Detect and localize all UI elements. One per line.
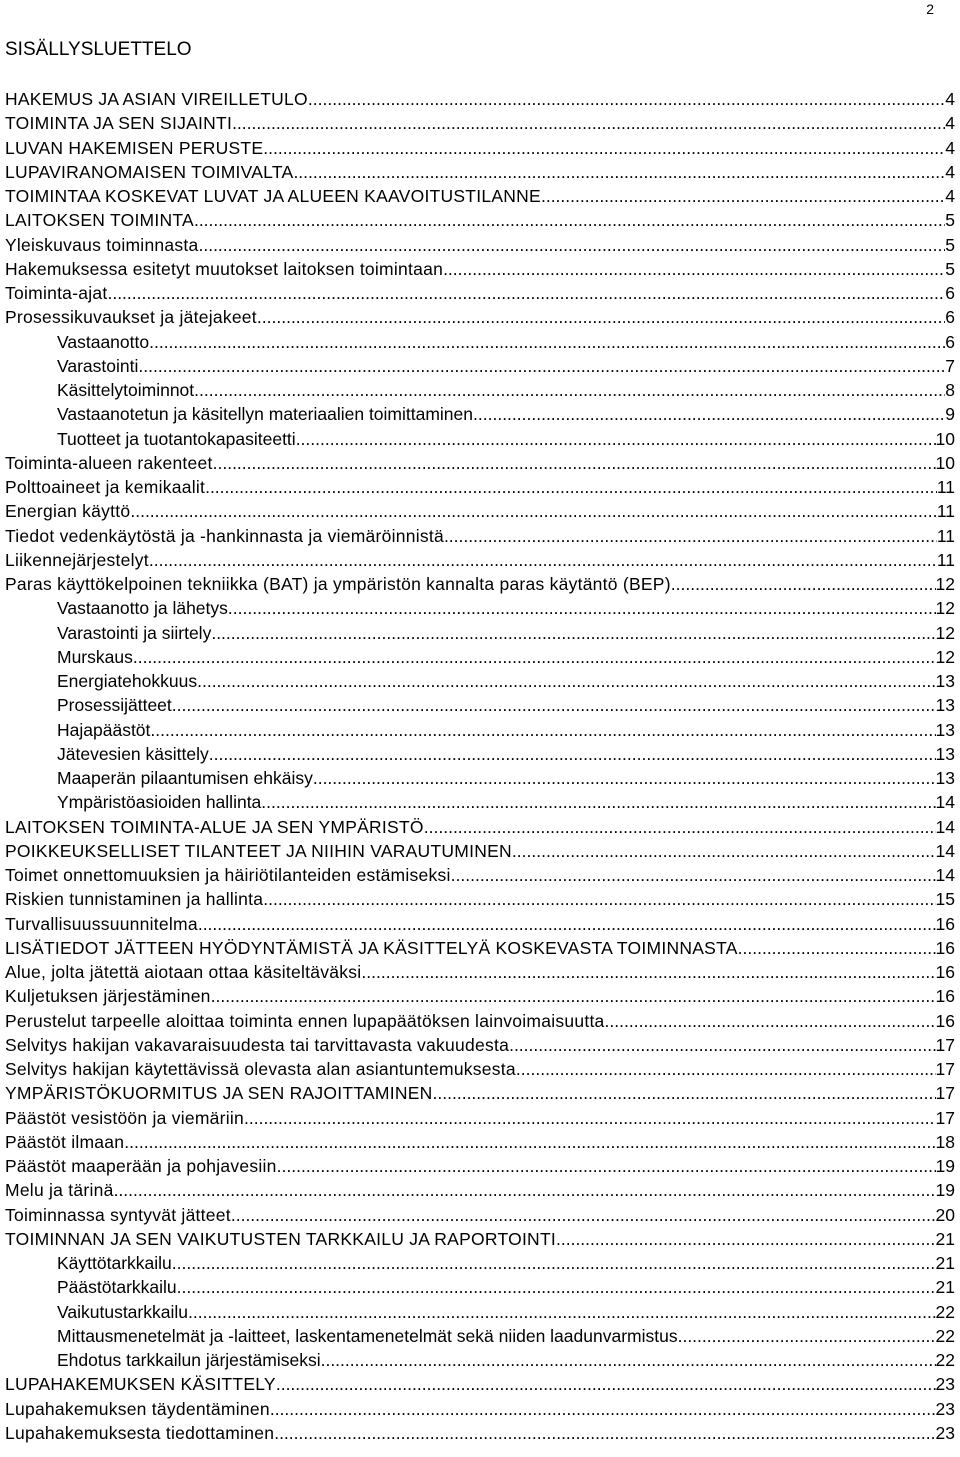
- toc-entry[interactable]: [5, 184, 955, 208]
- toc-leader-dots: [107, 281, 945, 305]
- toc-entry[interactable]: [5, 111, 955, 135]
- toc-entry[interactable]: [5, 1421, 955, 1445]
- toc-leader-dots: [451, 863, 936, 887]
- toc-leader-dots: [605, 1009, 936, 1033]
- toc-entry-label[interactable]: Vastaanotto ja lähetys: [57, 598, 228, 619]
- toc-entry-label[interactable]: Vaikutustarkkailu: [57, 1301, 188, 1322]
- toc-entry-page[interactable]: 23: [935, 1422, 955, 1443]
- toc-entry-page[interactable]: 22: [935, 1301, 955, 1322]
- toc-leader-dots: [274, 1421, 935, 1445]
- toc-entry-page[interactable]: 19: [935, 1156, 955, 1176]
- toc-leader-dots: [671, 572, 936, 596]
- toc-entry-page[interactable]: 16: [935, 986, 955, 1007]
- toc-entry[interactable]: [5, 1203, 955, 1227]
- toc-entry[interactable]: [5, 1324, 955, 1348]
- toc-entry-page[interactable]: 16: [935, 962, 955, 982]
- toc-entry-label[interactable]: TOIMINTAA KOSKEVAT LUVAT JA ALUEEN KAAVOITUSTILANNE: [5, 186, 541, 206]
- toc-leader-dots: [541, 184, 945, 208]
- toc-entry[interactable]: [5, 1009, 955, 1033]
- toc-entry-label[interactable]: LUPAVIRANOMAISEN TOIMIVALTA: [5, 161, 294, 182]
- toc-entry-label[interactable]: TOIMINNAN JA SEN VAIKUTUSTEN TARKKAILU JA RAPORTOINTI: [5, 1228, 556, 1249]
- toc-entry-page[interactable]: 22: [935, 1350, 955, 1370]
- toc-leader-dots: [197, 669, 935, 693]
- toc-leader-dots: [231, 1203, 936, 1227]
- toc-entry[interactable]: [5, 596, 955, 620]
- toc-entry-label[interactable]: Hajapäästöt: [57, 719, 151, 740]
- toc-entry-label[interactable]: Päästöt maaperään ja pohjavesiin: [5, 1156, 277, 1176]
- toc-leader-dots: [361, 960, 935, 984]
- toc-entry[interactable]: [5, 1154, 955, 1178]
- toc-entry[interactable]: [5, 887, 955, 911]
- toc-leader-dots: [556, 1227, 936, 1251]
- toc-entry-label[interactable]: Varastointi ja siirtely: [57, 622, 212, 643]
- toc-entry-page[interactable]: 13: [935, 768, 955, 788]
- toc-entry-page[interactable]: 21: [935, 1253, 955, 1273]
- toc-entry-page[interactable]: 13: [935, 743, 955, 764]
- toc-leader-dots: [738, 936, 936, 960]
- toc-entry[interactable]: [5, 1057, 955, 1081]
- toc-entry-label[interactable]: Päästötarkkailu: [57, 1277, 177, 1298]
- toc-entry[interactable]: [5, 281, 955, 305]
- toc-entry-label[interactable]: LUVAN HAKEMISEN PERUSTE: [5, 137, 264, 158]
- toc-entry[interactable]: [5, 863, 955, 887]
- toc-entry-label[interactable]: Paras käyttökelpoinen tekniikka (BAT) ja ympäristön kannalta paras käytäntö (BEP): [5, 574, 671, 594]
- toc-entry[interactable]: [5, 621, 955, 645]
- toc-entry-label[interactable]: Maaperän pilaantumisen ehkäisy: [57, 768, 313, 788]
- toc-entry-page[interactable]: 11: [936, 525, 955, 546]
- toc-entry-page[interactable]: 14: [935, 865, 955, 885]
- toc-leader-dots: [263, 887, 935, 911]
- toc-entry-label[interactable]: Jätevesien käsittely: [57, 743, 209, 764]
- toc-leader-dots: [188, 1300, 936, 1324]
- toc-entry[interactable]: [5, 427, 955, 451]
- toc-entry-page[interactable]: 10: [935, 452, 955, 473]
- toc-entry-page[interactable]: 8: [945, 380, 955, 400]
- toc-entry-page[interactable]: 4: [945, 89, 955, 109]
- toc-entry-label[interactable]: Murskaus: [57, 646, 133, 667]
- toc-leader-dots: [293, 160, 945, 184]
- toc-entry[interactable]: [5, 87, 955, 111]
- toc-entry-label[interactable]: Tiedot vedenkäytöstä ja -hankinnasta ja viemäröinnistä: [5, 525, 444, 546]
- toc-entry[interactable]: [5, 912, 955, 936]
- table-of-contents: [5, 87, 955, 1445]
- toc-entry[interactable]: [5, 305, 955, 329]
- toc-entry-page[interactable]: 16: [935, 1010, 955, 1031]
- toc-entry-label[interactable]: YMPÄRISTÖKUORMITUS JA SEN RAJOITTAMINEN: [5, 1083, 433, 1104]
- toc-entry-page[interactable]: 13: [935, 671, 955, 691]
- toc-entry-label[interactable]: Prosessijätteet: [57, 695, 172, 716]
- toc-entry[interactable]: [5, 1178, 955, 1202]
- toc-entry-page[interactable]: 12: [935, 646, 955, 667]
- toc-leader-dots: [211, 984, 936, 1008]
- toc-entry-label[interactable]: Vastaanotto: [57, 331, 150, 352]
- toc-entry-label[interactable]: Varastointi: [57, 355, 139, 376]
- toc-entry[interactable]: [5, 208, 955, 232]
- toc-entry-label[interactable]: Toiminnassa syntyvät jätteet: [5, 1204, 231, 1225]
- toc-entry[interactable]: [5, 524, 955, 548]
- toc-entry[interactable]: [5, 1348, 955, 1372]
- toc-leader-dots: [177, 1275, 936, 1299]
- toc-entry-page[interactable]: 5: [945, 258, 955, 279]
- toc-entry-page[interactable]: 6: [945, 283, 955, 303]
- toc-entry-label[interactable]: Energian käyttö: [5, 501, 131, 522]
- toc-leader-dots: [228, 596, 936, 620]
- toc-entry-label[interactable]: Ehdotus tarkkailun järjestämiseksi: [57, 1350, 321, 1370]
- toc-entry[interactable]: [5, 499, 955, 523]
- toc-entry[interactable]: [5, 233, 955, 257]
- toc-entry-page[interactable]: 11: [936, 549, 955, 570]
- toc-entry[interactable]: [5, 451, 955, 475]
- toc-entry[interactable]: [5, 548, 955, 572]
- toc-leader-dots: [424, 815, 936, 839]
- toc-entry[interactable]: [5, 1251, 955, 1275]
- toc-leader-dots: [124, 1130, 935, 1154]
- toc-entry-page[interactable]: 17: [935, 1059, 955, 1079]
- toc-leader-dots: [516, 1057, 936, 1081]
- toc-entry-page[interactable]: 12: [935, 574, 955, 594]
- toc-leader-dots: [209, 742, 936, 766]
- toc-entry[interactable]: [5, 815, 955, 839]
- toc-entry[interactable]: [5, 645, 955, 669]
- toc-leader-dots: [276, 1372, 936, 1396]
- page-number: 2: [926, 1, 934, 17]
- toc-entry[interactable]: [5, 1033, 955, 1057]
- toc-entry-page[interactable]: 17: [935, 1107, 955, 1128]
- toc-entry-page[interactable]: 15: [935, 889, 955, 910]
- toc-entry[interactable]: [5, 839, 955, 863]
- toc-entry[interactable]: [5, 1275, 955, 1299]
- toc-entry-page[interactable]: 4: [945, 186, 955, 206]
- toc-entry-label[interactable]: LAITOKSEN TOIMINTA-ALUE JA SEN YMPÄRISTÖ: [5, 816, 424, 837]
- toc-entry-label[interactable]: LAITOKSEN TOIMINTA: [5, 210, 194, 231]
- toc-entry[interactable]: [5, 1397, 955, 1421]
- toc-entry-label[interactable]: Yleiskuvaus toiminnasta: [5, 234, 199, 255]
- toc-entry-page[interactable]: 4: [945, 161, 955, 182]
- toc-leader-dots: [433, 1081, 936, 1105]
- toc-entry[interactable]: [5, 693, 955, 717]
- toc-entry-page[interactable]: 18: [935, 1131, 955, 1152]
- toc-entry-page[interactable]: 12: [935, 622, 955, 643]
- toc-leader-dots: [263, 136, 945, 160]
- toc-entry-label[interactable]: Alue, jolta jätettä aiotaan ottaa käsiteltäväksi: [5, 962, 362, 982]
- toc-entry-page[interactable]: 5: [945, 210, 955, 231]
- toc-entry[interactable]: [5, 475, 955, 499]
- toc-entry-label[interactable]: Prosessikuvaukset ja jätejakeet: [5, 307, 257, 328]
- toc-entry-page[interactable]: 9: [945, 404, 955, 425]
- toc-entry-page[interactable]: 11: [936, 501, 955, 522]
- toc-leader-dots: [277, 1154, 936, 1178]
- toc-leader-dots: [321, 1348, 936, 1372]
- toc-entry-label[interactable]: Melu ja tärinä: [5, 1180, 114, 1201]
- toc-entry-page[interactable]: 14: [935, 792, 955, 813]
- toc-leader-dots: [444, 524, 937, 548]
- toc-entry[interactable]: [5, 1372, 955, 1396]
- toc-entry[interactable]: [5, 136, 955, 160]
- toc-entry[interactable]: [5, 936, 955, 960]
- toc-entry-page[interactable]: 13: [935, 695, 955, 716]
- toc-leader-dots: [213, 451, 936, 475]
- toc-entry[interactable]: [5, 378, 955, 402]
- toc-entry-label[interactable]: Perustelut tarpeelle aloittaa toiminta ennen lupapäätöksen lainvoimaisuutta: [5, 1010, 605, 1031]
- toc-leader-dots: [198, 233, 945, 257]
- toc-leader-dots: [473, 402, 945, 426]
- toc-entry-page[interactable]: 6: [945, 307, 955, 328]
- toc-leader-dots: [194, 208, 945, 232]
- toc-entry-page[interactable]: 14: [935, 840, 955, 861]
- toc-leader-dots: [149, 548, 937, 572]
- toc-entry-page[interactable]: 13: [935, 719, 955, 740]
- toc-leader-dots: [261, 790, 935, 814]
- toc-entry[interactable]: [5, 790, 955, 814]
- toc-entry[interactable]: [5, 572, 955, 596]
- toc-entry-label[interactable]: Liikennejärjestelyt: [5, 549, 149, 570]
- toc-entry-label[interactable]: Turvallisuussuunnitelma: [5, 913, 198, 934]
- toc-entry-page[interactable]: 21: [935, 1277, 955, 1298]
- toc-entry-page[interactable]: 4: [945, 137, 955, 158]
- toc-entry-page[interactable]: 11: [936, 477, 955, 497]
- toc-leader-dots: [205, 475, 937, 499]
- toc-leader-dots: [270, 1397, 936, 1421]
- toc-entry-page[interactable]: 14: [935, 816, 955, 837]
- toc-leader-dots: [149, 330, 945, 354]
- toc-entry-page[interactable]: 23: [935, 1374, 955, 1395]
- toc-entry[interactable]: [5, 960, 955, 984]
- toc-leader-dots: [172, 693, 936, 717]
- toc-entry-label[interactable]: TOIMINTA JA SEN SIJAINTI: [5, 113, 233, 134]
- toc-entry-label[interactable]: Hakemuksessa esitetyt muutokset laitoksen toimintaan: [5, 258, 444, 279]
- toc-entry-page[interactable]: 22: [935, 1325, 955, 1346]
- toc-entry[interactable]: [5, 1130, 955, 1154]
- toc-entry[interactable]: [5, 766, 955, 790]
- toc-leader-dots: [114, 1178, 936, 1202]
- toc-entry-label[interactable]: Toiminta-alueen rakenteet: [5, 452, 213, 473]
- toc-entry-page[interactable]: 12: [935, 598, 955, 619]
- toc-entry-label[interactable]: Käsittelytoiminnot: [57, 380, 195, 400]
- toc-entry-label[interactable]: POIKKEUKSELLISET TILANTEET JA NIIHIN VARAUTUMINEN: [5, 840, 512, 861]
- toc-leader-dots: [296, 427, 936, 451]
- toc-entry-label[interactable]: Toiminta-ajat: [5, 283, 108, 303]
- toc-entry[interactable]: [5, 742, 955, 766]
- toc-entry[interactable]: [5, 1081, 955, 1105]
- toc-leader-dots: [133, 645, 936, 669]
- toc-leader-dots: [308, 87, 945, 111]
- toc-entry[interactable]: [5, 160, 955, 184]
- toc-leader-dots: [211, 621, 935, 645]
- toc-entry-label[interactable]: Ympäristöasioiden hallinta: [57, 792, 262, 813]
- toc-leader-dots: [172, 1251, 936, 1275]
- toc-leader-dots: [194, 378, 945, 402]
- toc-entry-label[interactable]: Päästöt vesistöön ja viemäriin: [5, 1107, 244, 1128]
- toc-entry-page[interactable]: 4: [945, 113, 955, 134]
- toc-entry-label[interactable]: Tuotteet ja tuotantokapasiteetti: [57, 428, 296, 449]
- toc-leader-dots: [138, 354, 945, 378]
- toc-entry-label[interactable]: Polttoaineet ja kemikaalit: [5, 477, 206, 497]
- toc-entry[interactable]: [5, 354, 955, 378]
- toc-entry-label[interactable]: LISÄTIEDOT JÄTTEEN HYÖDYNTÄMISTÄ JA KÄSITTELYÄ KOSKEVASTA TOIMINNASTA: [5, 937, 738, 958]
- toc-entry[interactable]: [5, 1227, 955, 1251]
- toc-entry-page[interactable]: 21: [935, 1228, 955, 1249]
- toc-entry-label[interactable]: Käyttötarkkailu: [57, 1253, 172, 1273]
- toc-entry-label[interactable]: Kuljetuksen järjestäminen: [5, 986, 211, 1007]
- toc-entry[interactable]: [5, 330, 955, 354]
- toc-entry-page[interactable]: 23: [935, 1398, 955, 1419]
- toc-entry-page[interactable]: 6: [945, 331, 955, 352]
- toc-entry-page[interactable]: 20: [935, 1204, 955, 1225]
- toc-leader-dots: [150, 718, 935, 742]
- toc-leader-dots: [678, 1324, 936, 1348]
- toc-entry[interactable]: [5, 257, 955, 281]
- toc-entry-label[interactable]: Vastaanotetun ja käsitellyn materiaalien toimittaminen: [57, 404, 474, 425]
- toc-leader-dots: [512, 839, 936, 863]
- toc-entry-page[interactable]: 16: [935, 913, 955, 934]
- toc-entry[interactable]: [5, 669, 955, 693]
- toc-entry-page[interactable]: 17: [935, 1034, 955, 1055]
- toc-entry-page[interactable]: 5: [945, 234, 955, 255]
- toc-leader-dots: [443, 257, 945, 281]
- toc-leader-dots: [244, 1106, 936, 1130]
- toc-leader-dots: [130, 499, 936, 523]
- toc-leader-dots: [313, 766, 936, 790]
- toc-entry-page[interactable]: 19: [935, 1180, 955, 1201]
- toc-entry-label[interactable]: Mittausmenetelmät ja -laitteet, laskentamenetelmät sekä niiden laadunvarmistus: [57, 1325, 678, 1346]
- toc-entry[interactable]: [5, 984, 955, 1008]
- toc-entry-label[interactable]: Selvitys hakijan käytettävissä olevasta alan asiantuntemuksesta: [5, 1059, 516, 1079]
- toc-entry-label[interactable]: LUPAHAKEMUKSEN KÄSITTELY: [5, 1374, 276, 1395]
- toc-entry-label[interactable]: Riskien tunnistaminen ja hallinta: [5, 889, 264, 910]
- toc-entry[interactable]: [5, 1106, 955, 1130]
- toc-leader-dots: [509, 1033, 935, 1057]
- toc-entry[interactable]: [5, 718, 955, 742]
- toc-entry-page[interactable]: 10: [935, 428, 955, 449]
- toc-entry-label[interactable]: Päästöt ilmaan: [5, 1131, 125, 1152]
- toc-entry-label[interactable]: Toimet onnettomuuksien ja häiriötilanteiden estämiseksi: [5, 865, 451, 885]
- toc-entry-label[interactable]: HAKEMUS JA ASIAN VIREILLETULO: [5, 89, 308, 109]
- toc-leader-dots: [198, 912, 936, 936]
- toc-entry-label[interactable]: Energiatehokkuus: [57, 671, 198, 691]
- toc-entry-page[interactable]: 16: [935, 937, 955, 958]
- toc-entry[interactable]: [5, 402, 955, 426]
- toc-leader-dots: [257, 305, 945, 329]
- toc-leader-dots: [232, 111, 945, 135]
- toc-entry-page[interactable]: 7: [945, 355, 955, 376]
- toc-entry-label[interactable]: Lupahakemuksesta tiedottaminen: [5, 1422, 275, 1443]
- toc-entry-label[interactable]: Selvitys hakijan vakavaraisuudesta tai tarvittavasta vakuudesta: [5, 1034, 510, 1055]
- toc-entry-label[interactable]: Lupahakemuksen täydentäminen: [5, 1398, 270, 1419]
- toc-entry[interactable]: [5, 1300, 955, 1324]
- toc-title: SISÄLLYSLUETTELO: [5, 39, 192, 60]
- toc-entry-page[interactable]: 17: [935, 1083, 955, 1104]
